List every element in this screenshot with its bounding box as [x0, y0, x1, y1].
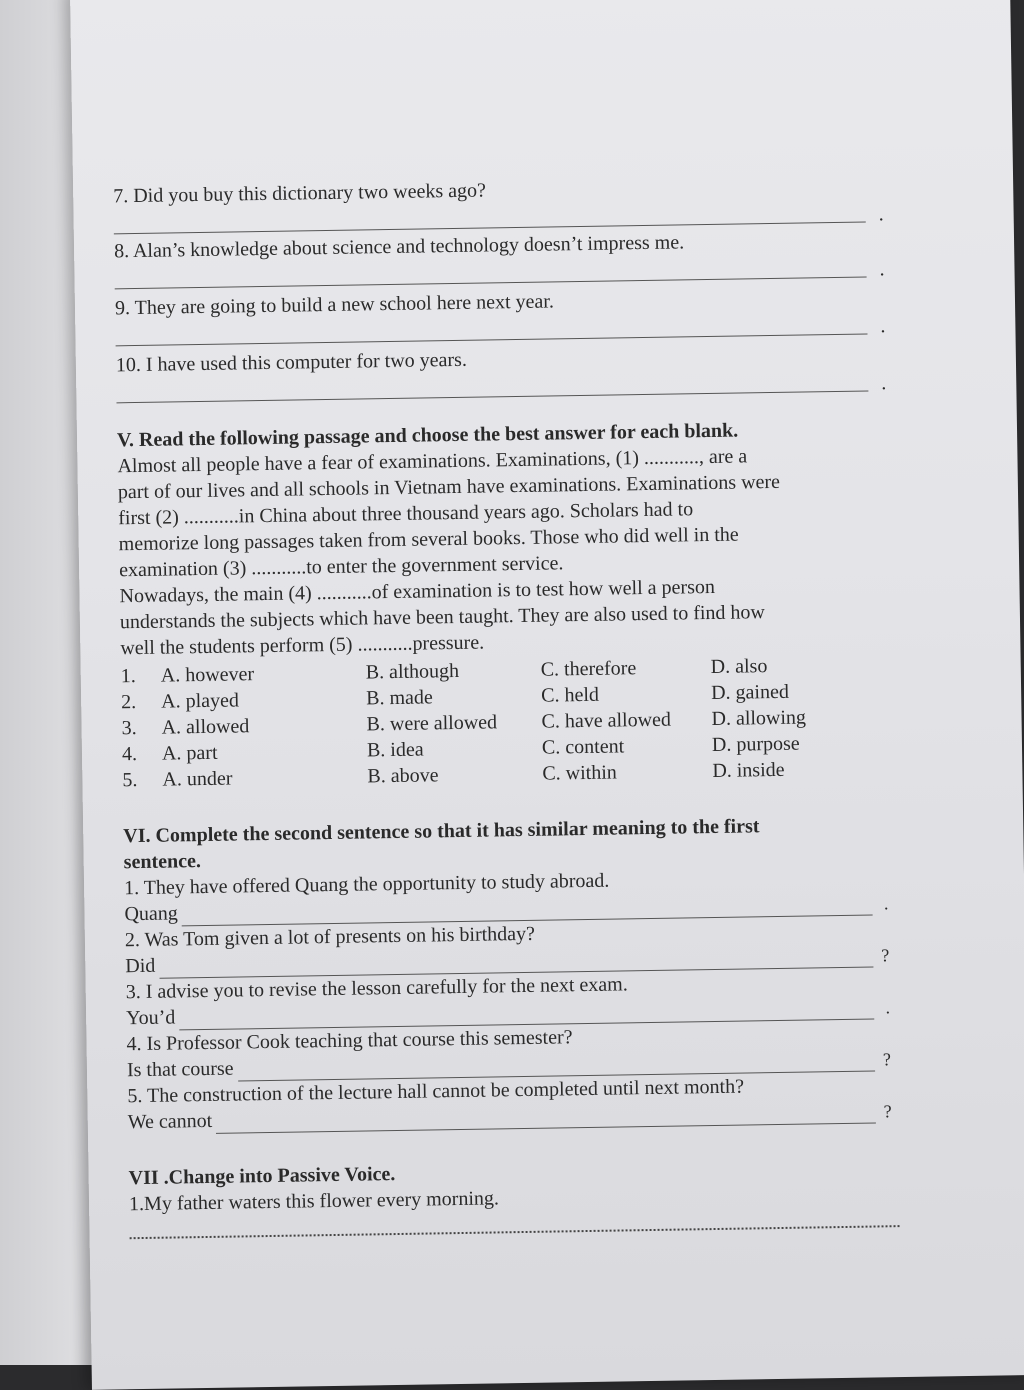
original-sentence: 1. They have offered Quang the opportunity to study abroad.: [123, 869, 610, 900]
original-sentence: 1.My father waters this flower every morning.: [128, 1187, 500, 1216]
question-7: [113, 171, 884, 234]
sentence-stem: Did: [125, 954, 156, 978]
option-b[interactable]: B. were allowed: [366, 711, 498, 736]
end-punctuation: ?: [882, 1049, 892, 1070]
answer-options: [121, 651, 883, 793]
end-punctuation: .: [883, 893, 889, 914]
section-vi-heading-line2: sentence.: [123, 850, 202, 874]
option-c[interactable]: C. within: [542, 761, 617, 785]
dotted-answer-line[interactable]: [129, 1215, 899, 1239]
passage-line: memorize long passages taken from several books. Those who did well in the: [118, 523, 739, 556]
option-b[interactable]: B. made: [365, 686, 433, 710]
option-a[interactable]: A. allowed: [161, 715, 250, 739]
passage-line: well the students perform (5) ...........pressure.: [120, 631, 485, 660]
sentence-stem: Quang: [124, 902, 179, 926]
original-sentence: 2. Was Tom given a lot of presents on his birthday?: [124, 922, 536, 952]
option-b[interactable]: B. although: [365, 659, 460, 684]
end-punctuation: .: [885, 997, 891, 1018]
question-8: [113, 226, 885, 289]
option-number: 5.: [122, 769, 138, 792]
option-a[interactable]: A. played: [161, 689, 240, 713]
passage-line: Nowadays, the main (4) ...........of examination is to test how well a person: [119, 575, 716, 608]
option-c[interactable]: C. have allowed: [541, 708, 672, 733]
option-b[interactable]: B. idea: [366, 738, 424, 762]
option-number: 2.: [121, 691, 137, 714]
option-a[interactable]: A. however: [160, 663, 255, 687]
option-c[interactable]: C. therefore: [540, 657, 637, 681]
sentence-stem: We cannot: [127, 1109, 213, 1134]
reading-passage: [117, 441, 880, 661]
option-a[interactable]: A. part: [161, 741, 218, 765]
section-v-heading: V. Read the following passage and choose the best answer for each blank.: [116, 419, 739, 452]
passage-line: first (2) ...........in China about three thousand years ago. Scholars had to: [118, 498, 694, 530]
section-vi-heading-line1: VI. Complete the second sentence so that it has similar meaning to the first: [123, 815, 760, 848]
section-vii-heading: VII .Change into Passive Voice.: [128, 1163, 396, 1190]
passage-line: examination (3) ...........to enter the government service.: [118, 552, 564, 582]
option-d[interactable]: D. purpose: [711, 732, 800, 757]
worksheet-content: [113, 157, 890, 1239]
option-a[interactable]: A. under: [162, 767, 233, 791]
question-text: 9. They are going to build a new school here next year.: [114, 290, 555, 320]
answer-line[interactable]: [216, 1101, 892, 1133]
original-sentence: 4. Is Professor Cook teaching that course this semester?: [126, 1026, 573, 1056]
option-d[interactable]: D. gained: [710, 680, 790, 705]
option-b[interactable]: B. above: [367, 764, 439, 788]
period-mark: .: [879, 258, 885, 281]
sentence-stem: You’d: [125, 1006, 176, 1030]
sentence-stem: Is that course: [126, 1057, 234, 1082]
period-mark: .: [880, 315, 886, 338]
option-number: 1.: [120, 665, 136, 688]
question-9: [114, 283, 886, 346]
option-d[interactable]: D. inside: [712, 758, 785, 783]
period-mark: .: [881, 372, 887, 395]
passage-line: understands the subjects which have been taught. They are also used to find how: [119, 601, 766, 634]
original-sentence: 3. I advise you to revise the lesson carefully for the next exam.: [125, 973, 628, 1004]
end-punctuation: ?: [883, 1101, 892, 1122]
question-10: [115, 340, 887, 403]
worksheet-page: [70, 0, 1024, 1390]
option-number: 3.: [121, 717, 137, 740]
option-d[interactable]: D. also: [710, 655, 768, 679]
passage-line: part of our lives and all schools in Vietnam have examinations. Examinations were: [117, 470, 781, 504]
question-text: 7. Did you buy this dictionary two weeks ago?: [113, 179, 487, 208]
option-c[interactable]: C. content: [541, 735, 625, 759]
option-number: 4.: [121, 743, 138, 766]
original-sentence: 5. The construction of the lecture hall cannot be completed until next month?: [127, 1075, 745, 1108]
question-text: 8. Alan’s knowledge about science and technology doesn’t impress me.: [113, 231, 685, 263]
question-text: 10. I have used this computer for two years.: [115, 348, 468, 377]
option-c[interactable]: C. held: [540, 683, 600, 707]
period-mark: .: [878, 203, 884, 226]
end-punctuation: ?: [881, 945, 890, 966]
option-d[interactable]: D. allowing: [711, 706, 807, 731]
passage-line: Almost all people have a fear of examinations. Examinations, (1) ..........., are a: [117, 445, 748, 478]
